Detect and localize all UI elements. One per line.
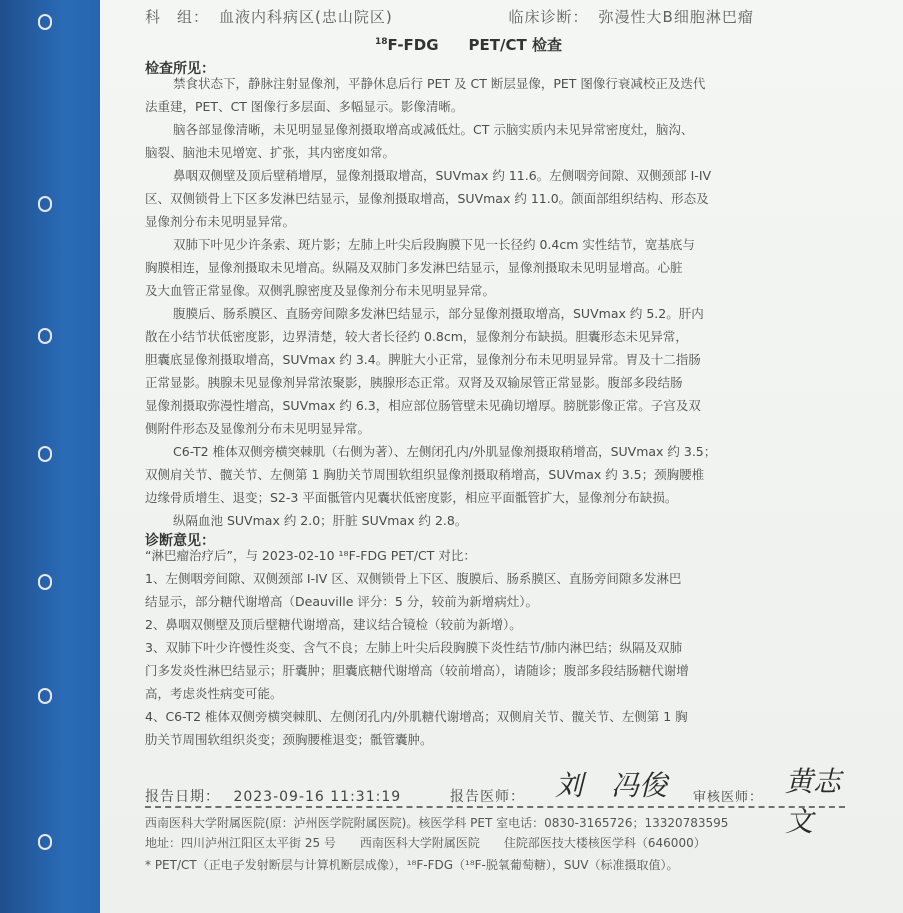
dept-label: 科 组： (145, 8, 210, 26)
doctor-label: 报告医师： (450, 789, 525, 805)
findings-line: 双侧肩关节、髋关节、左侧第 1 胸肋关节周围软组织显像剂摄取稍增高，SUVmax 约 3.5；颈胸腰椎 (145, 467, 705, 482)
diagnosis-line: 1、左侧咽旁间隙、双侧颈部 I-IV 区、双侧锁骨上下区、腹膜后、肠系膜区、直肠旁间隙多发淋巴 (145, 571, 682, 586)
diagnosis-line: 2、鼻咽双侧壁及顶后壁糖代谢增高，建议结合镜检（较前为新增）。 (145, 617, 522, 632)
findings-line: 区、双侧锁骨上下区多发淋巴结显示，显像剂摄取增高，SUVmax 约 11.0。颌面部组织结构、形态及 (145, 191, 709, 206)
footer-divider (145, 806, 845, 808)
diagnosis-heading: 诊断意见： (145, 533, 215, 549)
reviewer-signature: 黄志文 (785, 765, 842, 838)
report-content (145, 0, 855, 913)
findings-line: 正常显影。胰腺未见显像剂异常浓聚影，胰腺形态正常。双肾及双输尿管正常显影。腹部多段结肠 (145, 375, 683, 390)
findings-line: 腹膜后、肠系膜区、直肠旁间隙多发淋巴结显示，部分显像剂摄取增高，SUVmax 约 5.2。肝内 (173, 306, 704, 321)
diagnosis-line: 高，考虑炎性病变可能。 (145, 686, 283, 701)
findings-line: 纵隔血池 SUVmax 约 2.0；肝脏 SUVmax 约 2.8。 (173, 513, 468, 528)
findings-heading: 检查所见： (145, 61, 215, 77)
dept-value: 血液内科病区(忠山院区) (219, 8, 393, 26)
binder-ring (38, 834, 52, 850)
report-header (145, 6, 764, 27)
findings-line: 法重建，PET、CT 图像行多层面、多幅显示。影像清晰。 (145, 99, 464, 114)
findings-line: 脑裂、脑池未见增宽、扩张，其内密度如常。 (145, 145, 396, 160)
findings-line: 及大血管正常显像。双侧乳腺密度及显像剂分布未见明显异常。 (145, 283, 496, 298)
findings-body (145, 72, 845, 532)
address-line: 地址：四川泸州江阳区太平街 25 号 西南医科大学附属医院 住院部医技大楼核医学科（646000） (145, 836, 706, 850)
diagnosis-line: “淋巴瘤治疗后”，与 2023-02-10 ¹⁸F-FDG PET/CT 对比： (145, 548, 476, 563)
findings-line: 边缘骨质增生、退变；S2-3 平面骶管内见囊状低密度影，相应平面骶管扩大，显像剂分布缺损。 (145, 490, 678, 505)
binder-ring (38, 196, 52, 212)
findings-line: 双肺下叶见少许条索、斑片影；左肺上叶尖后段胸膜下见一长径约 0.4cm 实性结节，宽基底与 (173, 237, 695, 252)
findings-line: 显像剂摄取弥漫性增高，SUVmax 约 6.3，相应部位肠管壁未见确切增厚。膀胱影像正常。子宫及双 (145, 398, 701, 413)
findings-line: 禁食状态下，静脉注射显像剂，平静休息后行 PET 及 CT 断层显像，PET 图像行衰减校正及迭代 (173, 76, 706, 91)
findings-line: 脑各部显像清晰，未见明显显像剂摄取增高或减低灶。CT 示脑实质内未见异常密度灶，脑沟、 (173, 122, 694, 137)
binder-ring (38, 14, 52, 30)
diagnosis-line: 4、C6-T2 椎体双侧旁横突棘肌、左侧闭孔内/外肌糖代谢增高；双侧肩关节、髋关节、左侧第 1 胸 (145, 709, 688, 724)
report-date: 报告日期： 2023-09-16 11:31:19 (145, 789, 402, 805)
findings-line: 胆囊底显像剂摄取增高，SUVmax 约 3.4。脾脏大小正常，显像剂分布未见明显异常。胃及十二指肠 (145, 352, 701, 367)
diagnosis-line: 3、双肺下叶少许慢性炎变、含气不良；左肺上叶尖后段胸膜下炎性结节/肺内淋巴结；纵隔及双肺 (145, 640, 683, 655)
hospital-line: 西南医科大学附属医院(原：泸州医学院附属医院)。核医学科 PET 室电话：0830-3165726；13320783595 (145, 816, 729, 830)
report-title: $^{18}$F-FDG PET/CT 检查 (375, 36, 562, 54)
findings-line: 鼻咽双侧壁及顶后壁稍增厚，显像剂摄取增高，SUVmax 约 11.6。左侧咽旁间隙、双侧颈部 I-IV (173, 168, 712, 183)
findings-line: C6-T2 椎体双侧旁横突棘肌（右侧为著）、左侧闭孔内/外肌显像剂摄取稍增高，SUVmax 约 3.5； (173, 444, 717, 459)
binder-ring (38, 574, 52, 590)
report-sheet (100, 0, 903, 913)
findings-line: 胸膜相连，显像剂摄取未见增高。纵隔及双肺门多发淋巴结显示，显像剂摄取未见明显增高。心脏 (145, 260, 683, 275)
doctor-signature: 刘 冯俊 (555, 769, 668, 802)
reviewer-label: 审核医师： (693, 790, 764, 805)
diagnosis-value: 弥漫性大B细胞淋巴瘤 (598, 8, 754, 26)
binder-ring (38, 688, 52, 704)
diagnosis-line: 肋关节周围软组织炎变；颈胸腰椎退变；骶管囊肿。 (145, 732, 433, 747)
findings-line: 散在小结节状低密度影，边界清楚，较大者长径约 0.8cm，显像剂分布缺损。胆囊形态未见异常， (145, 329, 688, 344)
diagnosis-line: 结显示，部分糖代谢增高（Deauville 评分：5 分，较前为新增病灶）。 (145, 594, 539, 609)
diagnosis-label: 临床诊断： (508, 8, 589, 26)
diagnosis-body (145, 544, 845, 751)
binder-ring (38, 328, 52, 344)
binder-ring (38, 446, 52, 462)
diagnosis-line: 门多发炎性淋巴结显示；肝囊肿；胆囊底糖代谢增高（较前增高），请随诊；腹部多段结肠糖代谢增 (145, 663, 689, 678)
findings-line: 显像剂分布未见明显异常。 (145, 214, 296, 229)
findings-line: 侧附件形态及显像剂分布未见明显异常。 (145, 421, 371, 436)
abbreviation-note: * PET/CT（正电子发射断层与计算机断层成像），¹⁸F-FDG（¹⁸F-脱氧葡萄糖），SUV（标准摄取值）。 (145, 858, 679, 872)
